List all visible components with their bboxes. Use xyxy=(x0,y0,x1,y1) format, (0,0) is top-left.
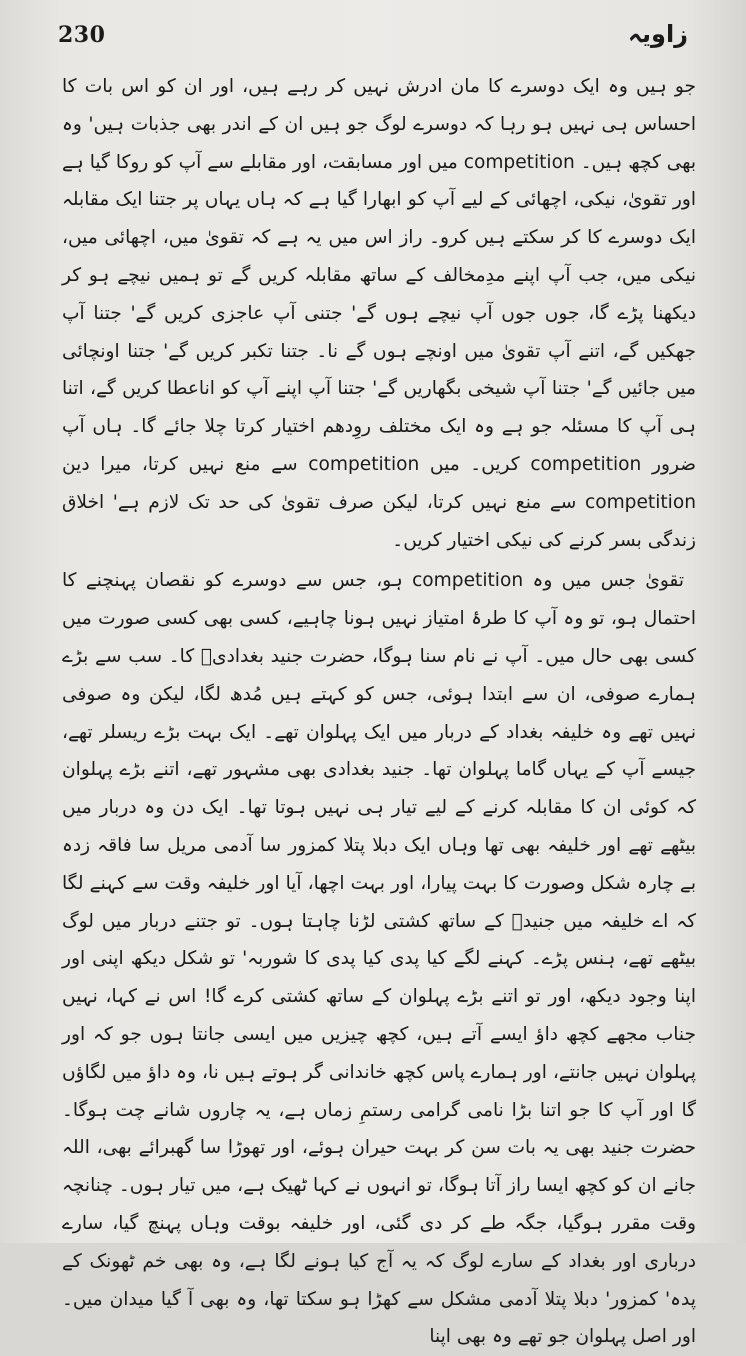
page-header xyxy=(58,22,688,56)
paragraph-2: تقویٰ جس میں وہ competition ہو، جس سے دوسرے کو نقصان پہنچنے کا احتمال ہو، تو وہ آپ کا طرۂ امتیاز نہیں ہونا چاہیے، کسی بھی کسی صورت میں کسی بھی حال میں۔ آپ نے نام سنا ہوگا، حضرت جنید بغدادیؒ کا۔ سب سے بڑے ہمارے صوفی، ان سے ابتدا ہوئی، جس کو کہتے ہیں مُدھ لگا، لیکن وہ صوفی نہیں تھے وہ خلیفہ بغداد کے دربار میں ایک پہلوان تھے۔ ایک بہت بڑے ریسلر تھے، جیسے آپ کے یہاں گاما پہلوان تھا۔ جنید بغدادی بھی مشہور تھے، اتنے بڑے پہلوان کہ کوئی ان کا مقابلہ کرنے کے لیے تیار ہی نہیں ہوتا تھا۔ ایک دن وہ دربار میں بیٹھے تھے اور خلیفہ بھی تھا وہاں ایک دبلا پتلا کمزور سا آدمی مریل سا فاقہ زدہ بے چارہ شکل وصورت کا بہت پیارا، اور بہت اچھا، آیا اور خلیفہ وقت سے کہنے لگا کہ اے خلیفہ میں جنیدؒ کے ساتھ کشتی لڑنا چاہتا ہوں۔ تو جتنے دربار میں لوگ بیٹھے تھے، ہنس پڑے۔ کہنے لگے کیا پدی کیا پدی کا شوربہ' تو شکل دیکھ اپنی اور اپنا وجود دیکھ، اور تو اتنے بڑے پہلوان کے ساتھ کشتی کرے گا! اس نے کہا، نہیں جناب مجھے کچھ داؤ ایسے آتے ہیں، کچھ چیزیں میں ایسی جانتا ہوں جو کہ اور پہلوان نہیں جانتے، اور ہمارے پاس کچھ خاندانی گر ہوتے ہیں نا، وہ داؤ میں لگاؤں گا اور آپ کا جو اتنا بڑا نامی گرامی رستمِ زماں ہے، یہ چاروں شانے چت ہوگا۔ حضرت جنید بھی یہ بات سن کر بہت حیران ہوئے، اور تھوڑا سا گھبرائے بھی، اللہ جانے ان کو کچھ ایسا راز آتا ہوگا، تو انہوں نے کہا ٹھیک ہے، میں تیار ہوں۔ چنانچہ وقت مقرر ہوگیا، جگہ طے کر دی گئی، اور خلیفہ بوقت وہاں پہنچ گیا، سارے درباری اور بغداد کے سارے لوگ کہ یہ آج کیا ہونے لگا ہے، وہ بھی خم ٹھونک کے پدہ' کمزور' دبلا پتلا آدمی مشکل سے کھڑا ہو سکتا تھا، وہ بھی آ گیا میدان میں۔ اور اصل پہلوان جو تھے وہ بھی اپنا xyxy=(62,570,696,1348)
body-text xyxy=(62,68,696,1356)
running-title: زاویہ xyxy=(627,20,688,48)
page-number: 230 xyxy=(58,22,106,48)
paragraph-1: جو ہیں وہ ایک دوسرے کا مان ادرش نہیں کر رہے ہیں، اور ان کو اس بات کا احساس ہی نہیں ہو رہا کہ دوسرے لوگ جو ہیں ان کے اندر بھی جذبات ہیں' وہ بھی کچھ ہیں۔ competition میں اور مسابقت، اور مقابلے سے آپ کو روکا گیا ہے اور تقویٰ، نیکی، اچھائی کے لیے آپ کو ابھارا گیا ہے کہ ہاں یہاں پر جتنا ایک مقابلہ ایک دوسرے کا کر سکتے ہیں کرو۔ راز اس میں یہ ہے کہ تقویٰ میں، اچھائی میں، نیکی میں، جب آپ اپنے مدِمخالف کے ساتھ مقابلہ کریں گے تو ہمیں نیچے ہو کر دیکھنا پڑے گا، جوں جوں آپ نیچے ہوں گے' جتنی آپ عاجزی کریں گے' جتنا آپ جھکیں گے، اتنے آپ تقویٰ میں اونچے ہوں گے نا۔ جتنا تکبر کریں گے' جتنا اونچائی میں جائیں گے' جتنا آپ شیخی بگھاریں گے' جتنا آپ اپنے آپ کو اناعطا کریں گے، اتنا ہی آپ کا مسئلہ جو ہے وہ ایک مختلف روِدھم اختیار کرتا چلا جائے گا۔ ہاں آپ ضرور competition کریں۔ میں competition سے منع نہیں کرتا، میرا دین competition سے منع نہیں کرتا، لیکن صرف تقویٰ کی حد تک لازم ہے' اخلاق زندگی بسر کرنے کی نیکی اختیار کریں۔ xyxy=(62,76,697,551)
